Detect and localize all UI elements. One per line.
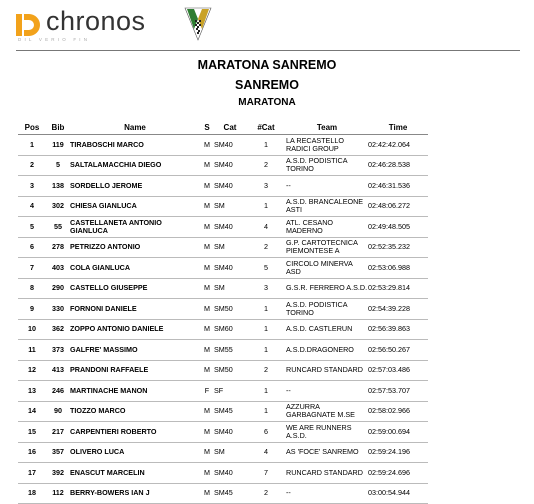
cell-cat: SM (214, 196, 246, 217)
cell-time: 02:59:24.696 (368, 463, 428, 484)
col-header-name: Name (70, 121, 200, 135)
cell-cat-rank: 1 (246, 381, 286, 402)
cell-team: G.S.R. FERRERO A.S.D. (286, 278, 368, 299)
cell-name: CASTELLANETA ANTONIO GIANLUCA (70, 217, 200, 238)
cell-cat-rank: 1 (246, 135, 286, 156)
cell-sex: M (200, 463, 214, 484)
cell-pos: 8 (18, 278, 46, 299)
cell-time: 02:46:31.536 (368, 176, 428, 197)
cell-cat: SM40 (214, 155, 246, 176)
cell-cat: SM40 (214, 176, 246, 197)
cell-time: 02:57:53.707 (368, 381, 428, 402)
cell-cat-rank: 3 (246, 176, 286, 197)
cell-cat: SM40 (214, 463, 246, 484)
table-row (18, 442, 428, 463)
cell-time: 02:48:06.272 (368, 196, 428, 217)
cell-cat: SM (214, 278, 246, 299)
cell-pos: 5 (18, 217, 46, 238)
cell-time: 02:57:03.486 (368, 360, 428, 381)
cell-bib: 246 (46, 381, 70, 402)
table-row (18, 360, 428, 381)
cell-pos: 10 (18, 319, 46, 340)
cell-cat: SM40 (214, 135, 246, 156)
cell-cat-rank: 1 (246, 319, 286, 340)
cell-bib: 373 (46, 340, 70, 361)
cell-bib: 55 (46, 217, 70, 238)
cell-pos: 14 (18, 401, 46, 422)
cell-bib: 278 (46, 237, 70, 258)
cell-cat: SM45 (214, 483, 246, 504)
cell-cat-rank: 4 (246, 442, 286, 463)
cell-name: TIRABOSCHI MARCO (70, 135, 200, 156)
cell-cat-rank: 7 (246, 463, 286, 484)
table-row (18, 237, 428, 258)
cell-pos: 17 (18, 463, 46, 484)
cell-cat: SF (214, 381, 246, 402)
cell-team: AZZURRA GARBAGNATE M.SE (286, 401, 368, 422)
cell-sex: M (200, 360, 214, 381)
cell-pos: 6 (18, 237, 46, 258)
cell-name: GALFRE' MASSIMO (70, 340, 200, 361)
cell-time: 03:00:54.944 (368, 483, 428, 504)
event-title: MARATONA SANREMO (197, 58, 337, 72)
cell-team: RUNCARD STANDARD (286, 463, 368, 484)
cell-pos: 3 (18, 176, 46, 197)
cell-bib: 90 (46, 401, 70, 422)
brand-tagline: DIL VERIO FIN (18, 37, 91, 42)
cell-bib: 403 (46, 258, 70, 279)
brand-name: chronos (46, 6, 146, 36)
cell-time: 02:58:02.966 (368, 401, 428, 422)
cell-sex: M (200, 401, 214, 422)
cell-pos: 2 (18, 155, 46, 176)
col-header-cat: Cat (214, 121, 246, 135)
cell-team: G.P. CARTOTECNICA PIEMONTESE A (286, 237, 368, 258)
col-header-ncat: #Cat (246, 121, 286, 135)
cell-cat: SM45 (214, 401, 246, 422)
race-name: MARATONA (238, 97, 296, 108)
table-row (18, 176, 428, 197)
cell-time: 02:53:29.814 (368, 278, 428, 299)
cell-time: 02:59:24.196 (368, 442, 428, 463)
cell-pos: 11 (18, 340, 46, 361)
cell-time: 02:59:00.694 (368, 422, 428, 443)
table-row (18, 135, 428, 156)
cell-team: A.S.D. BRANCALEONE ASTI (286, 196, 368, 217)
cell-team: CIRCOLO MINERVA ASD (286, 258, 368, 279)
cell-sex: M (200, 135, 214, 156)
cell-pos: 12 (18, 360, 46, 381)
cell-pos: 9 (18, 299, 46, 320)
table-row (18, 278, 428, 299)
cell-bib: 302 (46, 196, 70, 217)
cell-sex: M (200, 299, 214, 320)
cell-cat-rank: 4 (246, 217, 286, 238)
cell-sex: M (200, 176, 214, 197)
cell-sex: M (200, 442, 214, 463)
table-row (18, 381, 428, 402)
cell-team: -- (286, 483, 368, 504)
header-divider (16, 50, 520, 51)
cell-name: CARPENTIERI ROBERTO (70, 422, 200, 443)
table-header-row (18, 121, 428, 135)
cell-time: 02:56:50.267 (368, 340, 428, 361)
cell-sex: M (200, 278, 214, 299)
table-row (18, 299, 428, 320)
table-row (18, 422, 428, 443)
cell-time: 02:56:39.863 (368, 319, 428, 340)
cell-team: ATL. CESANO MADERNO (286, 217, 368, 238)
cell-cat-rank: 2 (246, 155, 286, 176)
cell-pos: 15 (18, 422, 46, 443)
col-header-time: Time (368, 121, 428, 135)
cell-team: -- (286, 381, 368, 402)
cell-name: FORNONI DANIELE (70, 299, 200, 320)
cell-cat: SM50 (214, 299, 246, 320)
cell-name: SALTALAMACCHIA DIEGO (70, 155, 200, 176)
cell-bib: 413 (46, 360, 70, 381)
chronos-logo-icon (16, 14, 40, 36)
cell-time: 02:49:48.505 (368, 217, 428, 238)
cell-bib: 290 (46, 278, 70, 299)
cell-cat: SM40 (214, 217, 246, 238)
cell-cat: SM60 (214, 319, 246, 340)
cell-name: OLIVERO LUCA (70, 442, 200, 463)
table-row (18, 483, 428, 504)
cell-cat: SM40 (214, 258, 246, 279)
cell-team: -- (286, 176, 368, 197)
checkered-flag-shield-icon (184, 7, 212, 41)
cell-name: COLA GIANLUCA (70, 258, 200, 279)
cell-team: AS 'FOCE' SANREMO (286, 442, 368, 463)
table-row (18, 258, 428, 279)
cell-pos: 16 (18, 442, 46, 463)
results-table (18, 121, 428, 504)
cell-sex: M (200, 237, 214, 258)
table-row (18, 155, 428, 176)
cell-bib: 357 (46, 442, 70, 463)
col-header-pos: Pos (18, 121, 46, 135)
cell-cat: SM (214, 442, 246, 463)
cell-pos: 4 (18, 196, 46, 217)
cell-bib: 217 (46, 422, 70, 443)
table-row (18, 401, 428, 422)
col-header-bib: Bib (46, 121, 70, 135)
cell-cat: SM (214, 237, 246, 258)
col-header-sex: S (200, 121, 214, 135)
cell-cat: SM50 (214, 360, 246, 381)
cell-pos: 18 (18, 483, 46, 504)
cell-team: A.S.D. PODISTICA TORINO (286, 155, 368, 176)
cell-bib: 5 (46, 155, 70, 176)
cell-time: 02:52:35.232 (368, 237, 428, 258)
table-row (18, 196, 428, 217)
cell-sex: M (200, 258, 214, 279)
cell-bib: 330 (46, 299, 70, 320)
cell-team: A.S.D. PODISTICA TORINO (286, 299, 368, 320)
table-row (18, 463, 428, 484)
event-titles (0, 57, 534, 109)
cell-team: A.S.D. CASTLERUN (286, 319, 368, 340)
cell-sex: M (200, 155, 214, 176)
cell-sex: M (200, 319, 214, 340)
cell-name: ZOPPO ANTONIO DANIELE (70, 319, 200, 340)
cell-pos: 13 (18, 381, 46, 402)
cell-bib: 138 (46, 176, 70, 197)
cell-cat-rank: 2 (246, 360, 286, 381)
cell-team: A.S.D.DRAGONERO (286, 340, 368, 361)
cell-cat: SM55 (214, 340, 246, 361)
cell-cat-rank: 1 (246, 196, 286, 217)
cell-name: SORDELLO JEROME (70, 176, 200, 197)
cell-name: CHIESA GIANLUCA (70, 196, 200, 217)
cell-sex: M (200, 483, 214, 504)
cell-sex: M (200, 422, 214, 443)
cell-cat: SM40 (214, 422, 246, 443)
cell-bib: 119 (46, 135, 70, 156)
cell-pos: 7 (18, 258, 46, 279)
cell-sex: M (200, 340, 214, 361)
cell-cat-rank: 5 (246, 258, 286, 279)
cell-cat-rank: 2 (246, 483, 286, 504)
cell-time: 02:54:39.228 (368, 299, 428, 320)
cell-cat-rank: 2 (246, 237, 286, 258)
cell-bib: 392 (46, 463, 70, 484)
cell-time: 02:46:28.538 (368, 155, 428, 176)
cell-time: 02:53:06.988 (368, 258, 428, 279)
col-header-team: Team (286, 121, 368, 135)
cell-name: ENASCUT MARCELIN (70, 463, 200, 484)
cell-bib: 112 (46, 483, 70, 504)
table-row (18, 217, 428, 238)
cell-name: TIOZZO MARCO (70, 401, 200, 422)
cell-pos: 1 (18, 135, 46, 156)
cell-name: BERRY-BOWERS IAN J (70, 483, 200, 504)
cell-name: MARTINACHE MANON (70, 381, 200, 402)
cell-cat-rank: 1 (246, 299, 286, 320)
event-location: SANREMO (235, 78, 299, 92)
cell-name: PETRIZZO ANTONIO (70, 237, 200, 258)
table-row (18, 319, 428, 340)
cell-team: LA RECASTELLO RADICI GROUP (286, 135, 368, 156)
cell-sex: M (200, 217, 214, 238)
cell-sex: M (200, 196, 214, 217)
cell-sex: F (200, 381, 214, 402)
cell-cat-rank: 3 (246, 278, 286, 299)
cell-bib: 362 (46, 319, 70, 340)
cell-time: 02:42:42.064 (368, 135, 428, 156)
cell-name: CASTELLO GIUSEPPE (70, 278, 200, 299)
table-row (18, 340, 428, 361)
cell-cat-rank: 1 (246, 401, 286, 422)
cell-cat-rank: 1 (246, 340, 286, 361)
cell-cat-rank: 6 (246, 422, 286, 443)
page-header (0, 0, 534, 48)
cell-team: WE ARE RUNNERS A.S.D. (286, 422, 368, 443)
cell-team: RUNCARD STANDARD (286, 360, 368, 381)
cell-name: PRANDONI RAFFAELE (70, 360, 200, 381)
